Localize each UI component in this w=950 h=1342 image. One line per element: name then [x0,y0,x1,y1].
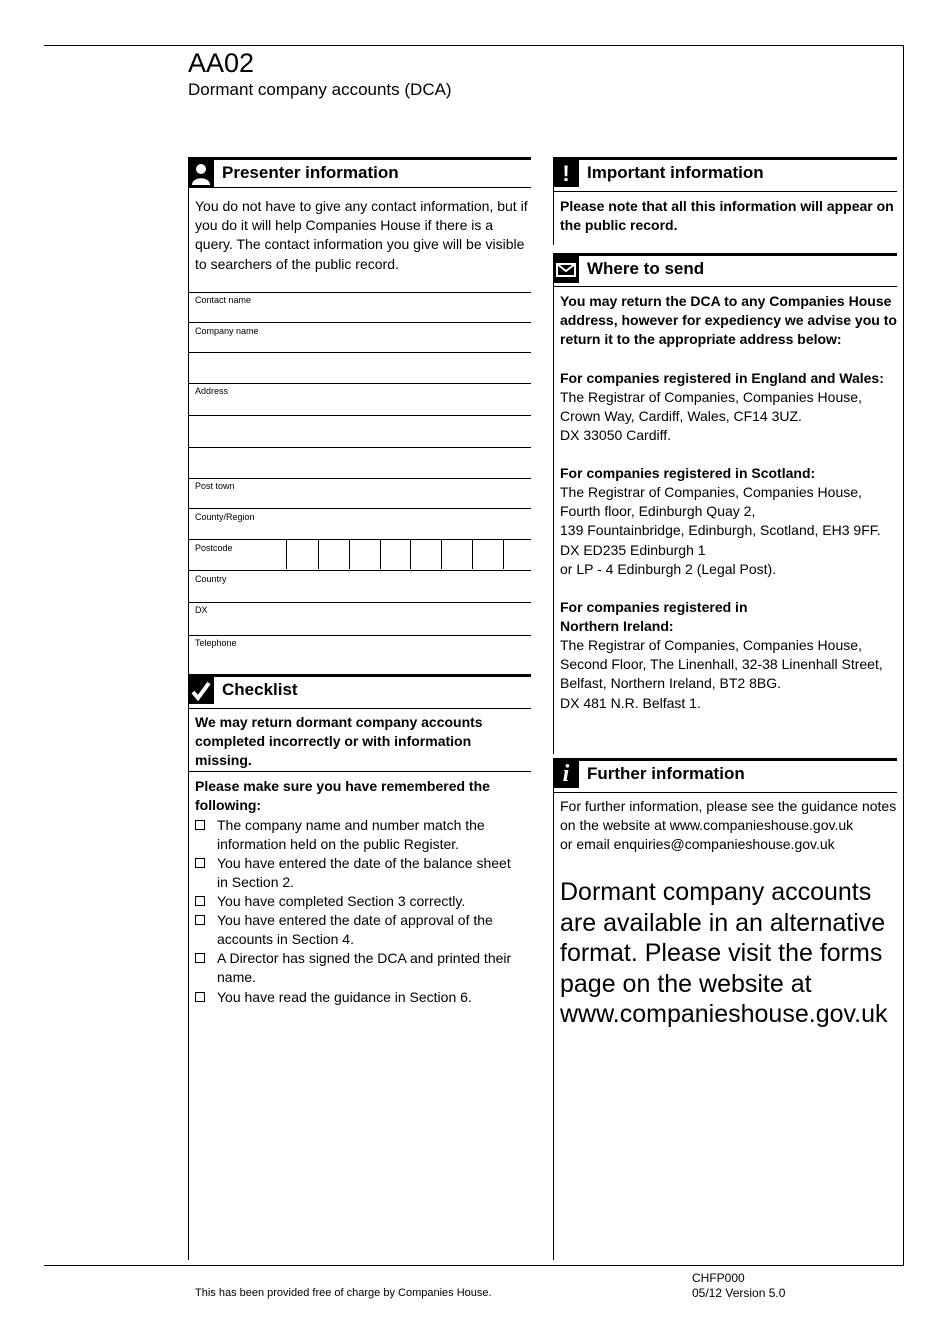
england-line: DX 33050 Cardiff. [560,427,672,443]
scotland-heading: For companies registered in Scotland: [560,465,816,481]
england-line: Crown Way, Cardiff, Wales, CF14 3UZ. [560,408,802,424]
checkbox[interactable] [195,915,205,925]
footer-note: This has been provided free of charge by Companies House. [195,1287,492,1299]
checkbox[interactable] [195,953,205,963]
where-header [553,256,897,284]
checklist-item-text: A Director has signed the DCA and printed their name. [217,950,512,986]
right-column-rule [553,187,554,245]
envelope-icon [553,256,579,283]
dx-label: DX [195,605,208,615]
scotland-line: 139 Fountainbridge, Edinburgh, Scotland, EH3 9FF. [560,522,881,538]
footer-form-code: CHFP000 [692,1271,745,1285]
field-rule [188,447,531,448]
where-intro: You may return the DCA to any Companies House address, however for expediency we advise you to return it to the appropriate address below: [560,293,897,348]
country-label: Country [195,574,227,584]
checklist-rule [188,771,531,772]
address-field[interactable] [188,383,531,478]
checklist-item-text: You have entered the date of approval of the accounts in Section 4. [217,912,493,948]
checkmark-icon [188,677,214,704]
checklist-warning: We may return dormant company accounts completed incorrectly or with information missing. [195,714,483,769]
telephone-label: Telephone [195,638,237,648]
where-title: Where to send [587,259,705,278]
contact-name-label: Contact name [195,295,252,305]
england-line: The Registrar of Companies, Companies House, [560,389,862,405]
presenter-head-rule [188,187,531,188]
field-rule [188,352,531,353]
ni-heading: For companies registered in [560,599,748,615]
contact-name-field[interactable] [188,292,531,322]
important-text: Please note that all this information will appear on the public record. [560,198,894,234]
bottom-rule [44,1265,904,1266]
postcode-label: Postcode [195,543,233,553]
checklist-title: Checklist [222,680,298,699]
ni-line: DX 481 N.R. Belfast 1. [560,695,701,711]
right-column-rule [553,282,554,754]
form-title: Dormant company accounts (DCA) [188,80,452,99]
important-header [553,160,897,188]
further-line: on the website at www.companieshouse.gov.uk [560,817,854,833]
postcode-box[interactable] [503,540,533,569]
checkbox[interactable] [195,858,205,868]
telephone-field[interactable] [188,635,531,663]
important-title: Important information [587,163,764,182]
form-code: AA02 [188,48,255,78]
right-column-rule [553,787,554,1260]
checklist-head-rule [188,708,531,709]
further-header [553,761,897,789]
field-rule [188,415,531,416]
checkbox[interactable] [195,992,205,1002]
postcode-box[interactable] [318,540,348,569]
postcode-box[interactable] [286,540,316,569]
postcode-box[interactable] [472,540,502,569]
county-region-field[interactable] [188,508,531,539]
county-region-label: County/Region [195,512,255,522]
exclamation-icon: ! [553,160,579,187]
country-field[interactable] [188,570,531,602]
presenter-title: Presenter information [222,163,399,182]
person-icon [188,160,214,187]
post-town-label: Post town [195,481,235,491]
important-head-rule [553,191,897,192]
ni-heading: Northern Ireland: [560,618,674,634]
postcode-box[interactable] [441,540,471,569]
scotland-line: or LP - 4 Edinburgh 2 (Legal Post). [560,561,777,577]
further-head-rule [553,792,897,793]
checklist-item-text: The company name and number match the information held on the public Register. [217,817,485,853]
right-rule [903,45,904,1266]
company-name-label: Company name [195,326,259,336]
where-head-rule [553,286,897,287]
postcode-box[interactable] [349,540,379,569]
further-line: or email enquiries@companieshouse.gov.uk [560,836,835,852]
england-heading: For companies registered in England and Wales: [560,370,884,386]
info-icon: i [553,761,579,788]
postcode-box[interactable] [410,540,440,569]
top-rule [44,45,904,46]
alternative-format-notice: Dormant company accounts are available in an alternative format. Please visit the forms page on the website at www.companieshouse.gov.uk [560,878,888,1028]
ni-line: Second Floor, The Linenhall, 32-38 Linenhall Street, [560,656,883,672]
checklist-header [188,677,531,705]
checklist-item-text: You have completed Section 3 correctly. [217,893,466,909]
presenter-header [188,160,531,188]
checkbox[interactable] [195,820,205,830]
dx-field[interactable] [188,602,531,635]
further-title: Further information [587,764,745,783]
scotland-line: Fourth floor, Edinburgh Quay 2, [560,503,756,519]
presenter-intro: You do not have to give any contact information, but if you do it will help Companies House if there is a query. The contact information you give will be visible to searchers of the public record. [195,198,528,272]
post-town-field[interactable] [188,478,531,508]
address-label: Address [195,386,229,396]
postcode-box[interactable] [380,540,410,569]
further-line: For further information, please see the guidance notes [560,798,897,814]
checklist-item-text: You have entered the date of the balance sheet in Section 2. [217,855,511,891]
footer-version: 05/12 Version 5.0 [692,1286,786,1300]
scotland-line: The Registrar of Companies, Companies House, [560,484,862,500]
ni-line: The Registrar of Companies, Companies House, [560,637,862,653]
checkbox[interactable] [195,896,205,906]
checklist-lead: Please make sure you have remembered the following: [195,778,490,814]
checklist-item-text: You have read the guidance in Section 6. [217,989,472,1005]
scotland-line: DX ED235 Edinburgh 1 [560,542,706,558]
ni-line: Belfast, Northern Ireland, BT2 8BG. [560,675,781,691]
